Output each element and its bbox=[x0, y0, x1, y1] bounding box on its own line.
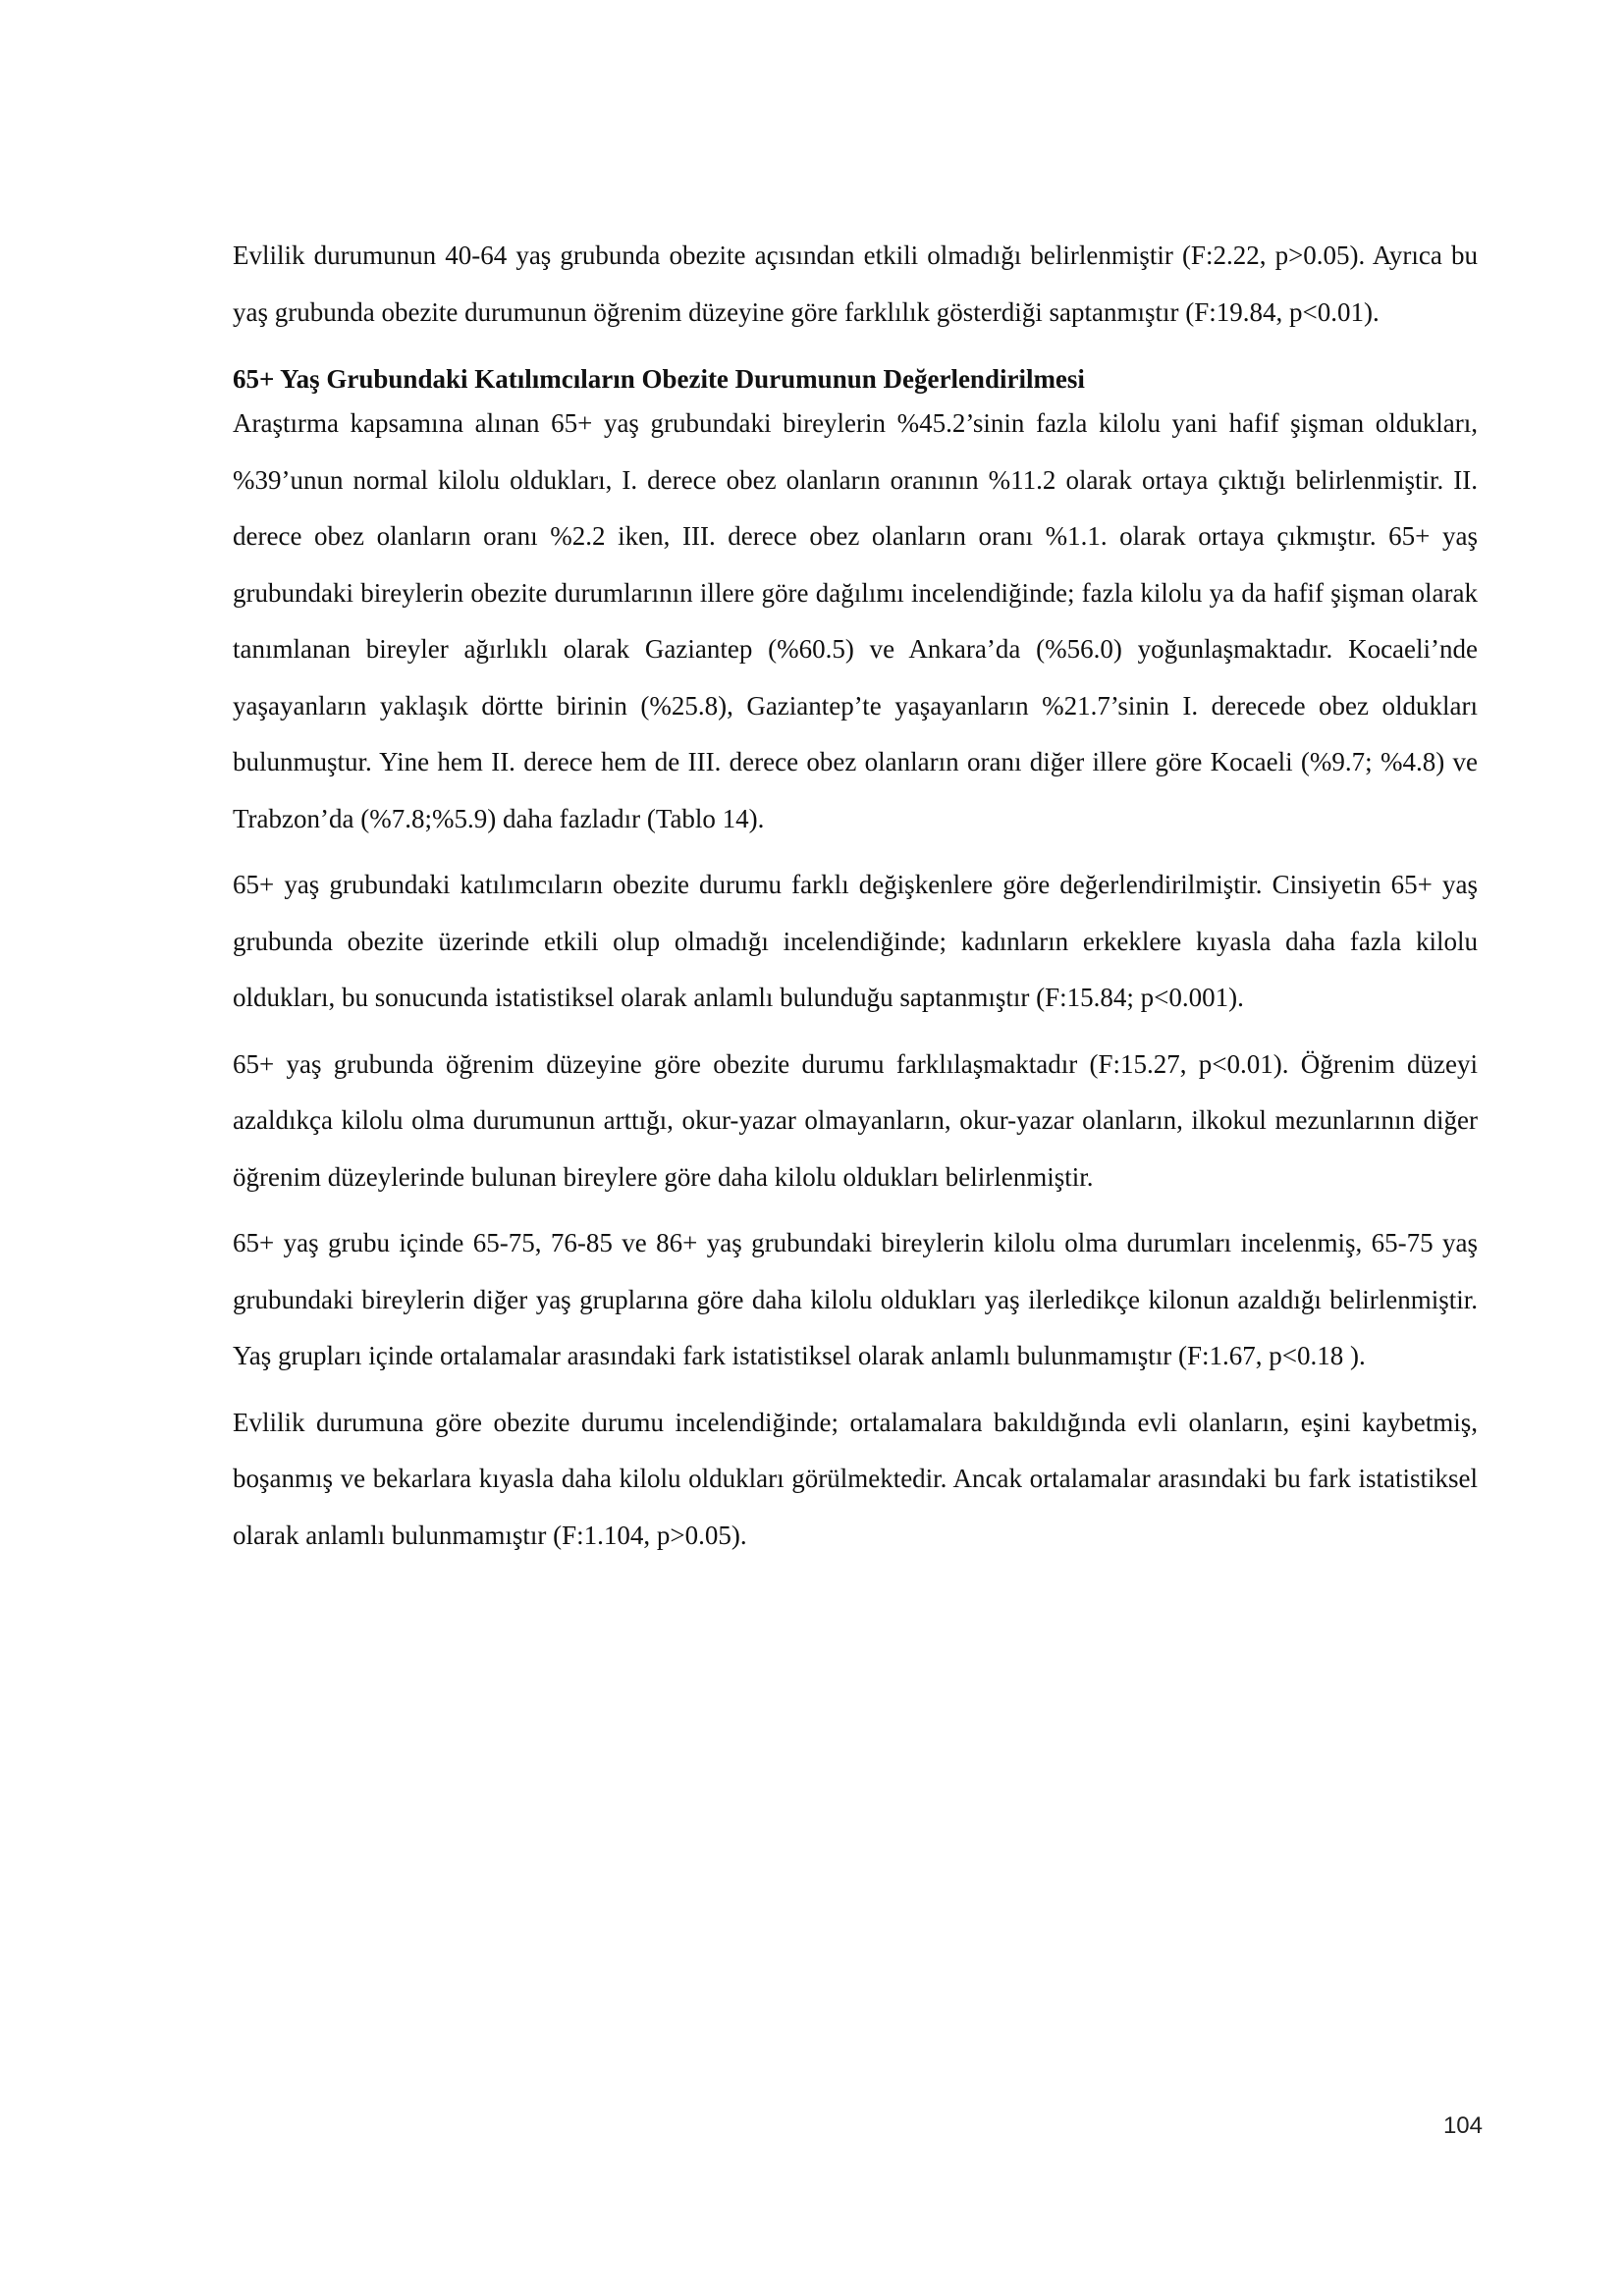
page-number: 104 bbox=[1442, 2112, 1483, 2139]
paragraph-marital-status-65plus: Evlilik durumuna göre obezite durumu incelendiğinde; ortalamalara bakıldığında evli olanların, eşini kaybetmiş, boşanmış ve bekarlara kıyasla daha kilolu oldukları görülmektedir. Ancak ortalamalar arasındaki bu fark istatistiksel olarak anlamlı bulunmamıştır (F:1.104, p>0.05). bbox=[233, 1407, 1478, 1550]
paragraph-gender: 65+ yaş grubundaki katılımcıların obezite durumu farklı değişkenlere göre değerlendirilmiştir. Cinsiyetin 65+ yaş grubunda obezite üzerinde etkili olup olmadığı incelendiğinde; kadınların erkeklere kıyasla daha fazla kilolu oldukları, bu sonucunda istatistiksel olarak anlamlı bulunduğu saptanmıştır (F:15.84; p<0.001). bbox=[233, 870, 1478, 1012]
paragraph-marital-status-40-64: Evlilik durumunun 40-64 yaş grubunda obezite açısından etkili olmadığı belirlenmiştir (F:2.22, p>0.05). Ayrıca bu yaş grubunda obezite durumunun öğrenim düzeyine göre farklılık gösterdiği saptanmıştır (F:19.84, p<0.01). bbox=[233, 240, 1478, 327]
section-heading: 65+ Yaş Grubundaki Katılımcıların Obezite Durumunun Değerlendirilmesi bbox=[233, 364, 1085, 394]
paragraph-education: 65+ yaş grubunda öğrenim düzeyine göre obezite durumu farklılaşmaktadır (F:15.27, p<0.01). Öğrenim düzeyi azaldıkça kilolu olma durumunun arttığı, okur-yazar olmayanların, okur-yazar olanların, ilkokul mezunlarının diğer öğrenim düzeylerinde bulunan bireylere göre daha kilolu oldukları belirlenmiştir. bbox=[233, 1048, 1478, 1192]
paragraph-obesity-distribution: Araştırma kapsamına alınan 65+ yaş grubundaki bireylerin %45.2’sinin fazla kilolu yani hafif şişman oldukları, %39’unun normal kilolu oldukları, I. derece obez olanların oranının %11.2 olarak ortaya çıktığı belirlenmiştir. II. derece obez olanların oranı %2.2 iken, III. derece obez olanların oranı %1.1. olarak ortaya çıkmıştır. 65+ yaş grubundaki bireylerin obezite durumlarının illere göre dağılımı incelendiğinde; fazla kilolu ya da hafif şişman olarak tanımlanan bireyler ağırlıklı olarak Gaziantep (%60.5) ve Ankara’da (%56.0) yoğunlaşmaktadır. Kocaeli’nde yaşayanların yaklaşık dörtte birinin (%25.8), Gaziantep’te yaşayanların %21.7’sinin I. derecede obez oldukları bulunmuştur. Yine hem II. derece hem de III. derece obez olanların oranı diğer illere göre Kocaeli (%9.7; %4.8) ve Trabzon’da (%7.8;%5.9) daha fazladır (Tablo 14). bbox=[233, 408, 1478, 833]
paragraph-age-groups: 65+ yaş grubu içinde 65-75, 76-85 ve 86+ yaş grubundaki bireylerin kilolu olma durumları incelenmiş, 65-75 yaş grubundaki bireylerin diğer yaş gruplarına göre daha kilolu oldukları yaş ilerledikçe kilonun azaldığı belirlenmiştir. Yaş grupları içinde ortalamalar arasındaki fark istatistiksel olarak anlamlı bulunmamıştır (F:1.67, p<0.18 ). bbox=[233, 1228, 1478, 1370]
document-page bbox=[233, 228, 1478, 1574]
